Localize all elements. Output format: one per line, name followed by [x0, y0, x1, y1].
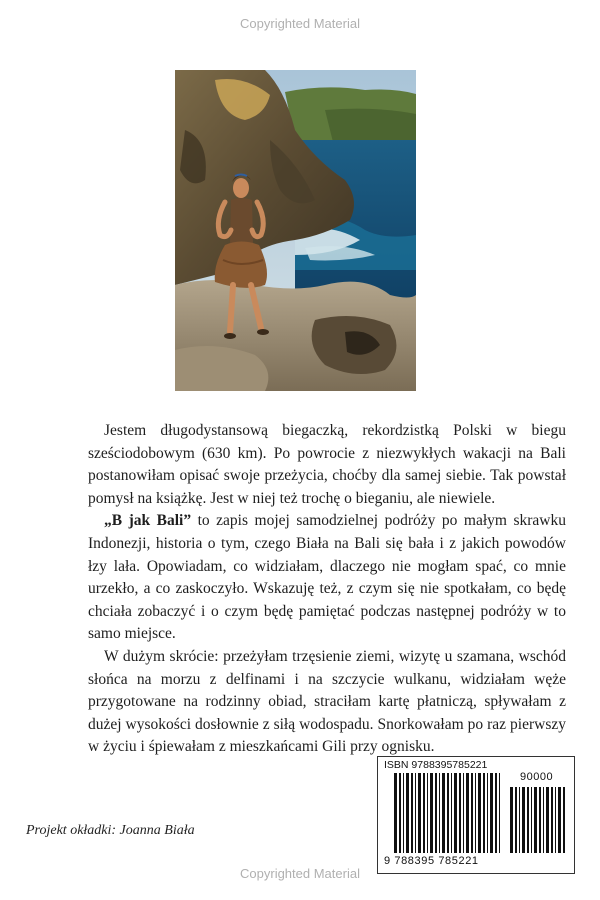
barcode-bar [510, 787, 513, 853]
barcode-bar [399, 773, 401, 853]
barcode-bar [439, 773, 440, 853]
barcode-bar [442, 773, 445, 853]
blurb-paragraph-3: W dużym skrócie: przeżyłam trzęsienie ziemi, wizytę u szamana, wschód słońca na morzu z delfinami i na szczycie wulkanu, widziałam węże przygotowane na rodzinny obiad, straciłam kartę płatniczą, spływałam z dużej wysokości dosłownie z siłą wodospadu. Snorkowałam po raz pierwszy w życiu i śpiewałam z mieszkańcami Gili przy ognisku. [88, 647, 566, 756]
price-code: 90000 [520, 771, 554, 783]
barcode-bar [539, 787, 541, 853]
barcode-bar [563, 787, 565, 853]
barcode-bar [418, 773, 421, 853]
blurb-paragraph-1: Jestem długodystansową biegaczką, rekordzistką Polski w biegu sześciodobowym (630 km). Po powrocie z niezwykłych wakacji na Bali postanowiłam opisać swoje przeżycia, choćby dla samej siebie. Tak powstał pomysł na książkę. Jest w niej też trochę o bieganiu, ale niewiele. [88, 422, 566, 507]
barcode-bar [430, 773, 433, 853]
barcode-bar [499, 773, 500, 853]
isbn-digits: 9 788395 785221 [384, 855, 479, 867]
cover-photo [175, 70, 416, 391]
barcode-bar [515, 787, 517, 853]
barcode-bar [558, 787, 561, 853]
barcode-bar [415, 773, 416, 853]
barcode-bar [475, 773, 476, 853]
back-cover-blurb [88, 420, 566, 759]
barcode-bar [394, 773, 397, 853]
barcode-bar [454, 773, 457, 853]
blurb-paragraph-2 [88, 510, 566, 646]
barcode-bar [522, 787, 525, 853]
barcode-bar [471, 773, 473, 853]
barcode-bar [406, 773, 409, 853]
barcode-bar [519, 787, 520, 853]
barcode-bar [478, 773, 481, 853]
barcode-bar [527, 787, 529, 853]
barcode-bar [463, 773, 464, 853]
barcode-bar [531, 787, 532, 853]
blurb-paragraph-2-text: to zapis mojej samodzielnej podróży po małym skrawku Indonezji, historia o tym, czego Biała na Bali się bała i z jakich powodów łzy lała. Opowiadam, co widziałam, dlaczego nie mogłam spać, co mnie urzekło, a co zaskoczyło. Wskazuję też, z czym się nie spotkałam, co będę chciała zobaczyć i o czym będę pamiętać podczas następnej podróży w to samo miejsce. [88, 512, 566, 643]
barcode-bar [555, 787, 556, 853]
copyright-watermark-top: Copyrighted Material [240, 16, 360, 31]
barcode-bar [546, 787, 549, 853]
barcode-bar [423, 773, 425, 853]
barcode-bar [447, 773, 449, 853]
barcode-bar [427, 773, 428, 853]
isbn-barcode-box [377, 756, 575, 874]
cover-design-credit: Projekt okładki: Joanna Biała [26, 823, 195, 838]
copyright-watermark-bottom: Copyrighted Material [240, 866, 360, 881]
book-title-bold: „B jak Bali” [104, 512, 192, 530]
barcode-bar [459, 773, 461, 853]
barcode-bar [483, 773, 485, 853]
barcode-bar [490, 773, 493, 853]
barcode-bar [403, 773, 404, 853]
barcode-bar [495, 773, 497, 853]
barcode-bar [435, 773, 437, 853]
barcode-bar [543, 787, 544, 853]
isbn-label: ISBN 9788395785221 [384, 759, 488, 771]
barcode-bar [411, 773, 413, 853]
barcode-bar [534, 787, 537, 853]
barcode-bar [451, 773, 452, 853]
cover-photo-cliff-woman-icon [175, 70, 416, 391]
barcode-bar [551, 787, 553, 853]
barcode-bar [466, 773, 469, 853]
barcode-bar [487, 773, 488, 853]
